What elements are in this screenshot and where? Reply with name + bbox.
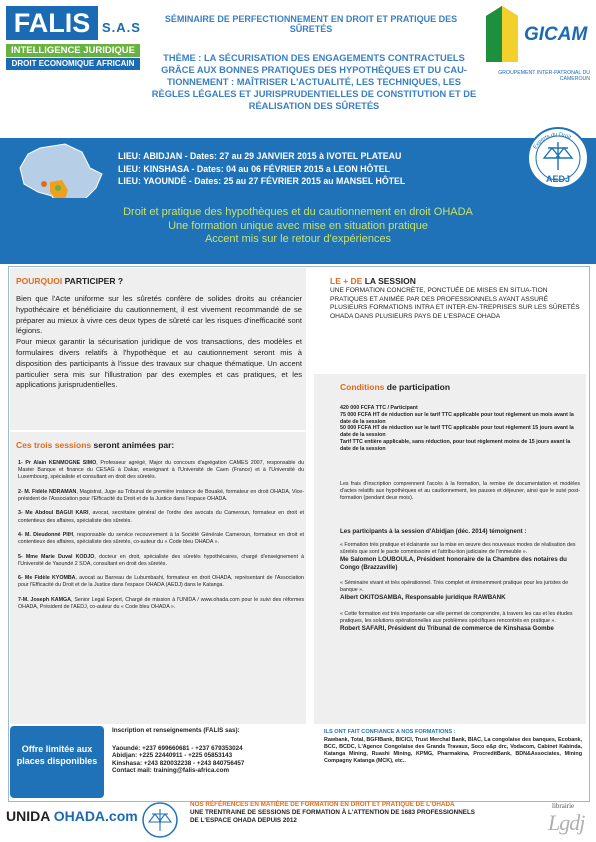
gicam-logo — [482, 4, 590, 84]
testimonial-quote: « Formation très pratique et éclairante sur la mise en œuvre des nouveaux modes de réalisation des sûretés que sont le pacte commissoire et l'attribu-tion judiciaire de l'immeuble ». — [340, 542, 576, 555]
speaker-item: 3- Me Abdoul BAGUI KARI, avocat, secrétaire général de l'ordre des avocats du Cameroun, formateur en droit et contentieux des affaires, spécialiste des sûretés. — [18, 510, 304, 524]
location-yaounde: LIEU: YAOUNDÉ - Dates: 25 au 27 FÉVRIER 2015 au MANSEL HÔTEL — [118, 176, 406, 186]
testimonial-item — [340, 580, 580, 602]
falis-logo — [6, 6, 140, 84]
offer-text: Offre limitée aux places disponibles — [16, 744, 98, 766]
testimonials-heading: Les participants à la session d'Abidjan (déc. 2014) témoignent : — [340, 528, 527, 535]
seminar-title: SÉMINAIRE DE PERFECTIONNEMENT EN DROIT ET PRATIQUE DES SÛRETÉS — [164, 14, 458, 34]
pourquoi-paragraph: Pour mieux garantir la sécurisation juridique de vos transactions, des modèles et formulaires divers relatifs à l'hypothèque et au cautionnement seront mis à disposition des participants à l'issue des travaux sur chaque thématique. Un accent particulier sera mis sur l'illustration par des exemples et cas pratiques, et les applications jurisprudentielles. — [16, 337, 302, 390]
aedj-seal-icon — [140, 800, 180, 840]
testimonial-quote: « Séminaire vivant et très opérationnel. Très complet et éminemment pratique pour les juristes de banque ». — [340, 580, 569, 594]
lgdj-logo-small: librairie — [552, 802, 575, 810]
pricing-item: Tarif TTC entière applicable, sans réduction, pour tout règlement moins de 15 jours avant la date de la session — [340, 438, 571, 452]
falis-logo-line1: INTELLIGENCE JURIDIQUE — [6, 44, 140, 57]
unida-ohada-logo[interactable]: UNIDA OHADA.com — [6, 808, 138, 824]
theme-line: TIONNEMENT : MAÎTRISER L'ACTUALITÉ, LES TECHNIQUES, LES — [166, 77, 462, 87]
gicam-logo-subtitle: GROUPEMENT INTER-PATRONAL DU CAMEROUN — [498, 70, 590, 82]
falis-logo-sas: S.A.S — [102, 20, 141, 35]
footer-line: DE L'ESPACE OHADA DEPUIS 2012 — [190, 817, 297, 824]
aedj-ring-text: Experts du Droit — [532, 131, 572, 151]
falis-logo-line2: DROIT ECONOMIQUE AFRICAIN — [6, 58, 140, 70]
testimonial-quote: « Cette formation est très importante car elle permet de comprendre, à travers les cas et les études pratiques, les solutions opérationnelles aux problèmes spécifiques rencontrés en pratique ». — [340, 611, 573, 624]
lgdj-logo-big: Lgdj — [548, 810, 585, 835]
contact-abidjan: Abidjan: +225 22440911 - +225 05853143 — [112, 752, 233, 760]
testimonial-author: Albert OKITOSAMBA, Responsable juridique RAWBANK — [340, 594, 506, 602]
conditions-note: Les frais d'inscription comprennent l'accès à la formation, la remise de documentation et modèles d'actes relatifs aux hypothèques et au cautionnement, les pauses et déjeuner, ainsi que le suivi post-formation (pendant deux mois). — [340, 481, 580, 501]
testimonial-item — [340, 542, 580, 571]
testimonials-list — [340, 542, 580, 642]
pricing-item: 75 000 FCFA HT de réduction sur le tarif TTC applicable pour tout règlement un mois avant la date de la session — [340, 411, 574, 425]
speaker-item: 2- M. Fidèle NDRAMAN, Magistrat, Juge au Tribunal de première instance de Bouaké, formateur en droit OHADA, Vice-président de l'Association pour l'Efficacité du Droit et de la Justice dans l'espace OHADA. — [18, 488, 304, 502]
testimonial-author: Me Salomon LOUBOULA, Président honoraire de la Chambre des notaires du Congo (Brazzaville) — [340, 555, 567, 571]
theme-box — [146, 52, 482, 134]
contact-lines — [112, 745, 302, 775]
contact-kinshasa: Kinshasa: +243 820032238 - +243 840756457 — [112, 759, 245, 767]
gicam-flag-icon — [482, 4, 522, 64]
trust-heading: ILS ONT FAIT CONFIANCE A NOS FORMATIONS : — [324, 729, 456, 735]
theme-line: RÉALISATION DES SÛRETÉS — [248, 101, 380, 111]
location-abidjan: LIEU: ABIDJAN - Dates: 27 au 29 JANVIER 2015 à IVOTEL PLATEAU — [118, 151, 402, 161]
contact-heading: Inscription et renseignements (FALIS sas): — [112, 727, 240, 734]
sessions-heading: Ces trois sessions seront animées par: — [16, 440, 175, 450]
gicam-logo-name: GICAM — [524, 24, 588, 45]
speaker-item: 5- Mme Marie Duval KODJO, docteur en droit, spécialiste des sûretés hypothécaires, chargé d'enseignement à l'Université de Yaoundé 2 SOA, consultant en droit des sûretés. — [18, 553, 304, 567]
locations-list — [118, 150, 405, 188]
location-kinshasa: LIEU: KINSHASA - Dates: 04 au 06 FÉVRIER 2015 a LEON HÔTEL — [118, 163, 390, 174]
pricing-item: 50 000 FCFA HT de réduction sur le tarif TTC applicable pour tout règlement 15 jours avant la date de la session — [340, 425, 574, 439]
trust-text: Rawbank, Total, BGFIBank, BICICI, Trust Merchal Bank, BIAC, La congolaise des banques, Ecobank, BCC, BCDC, L'Agence Congolaise des Grands Travaux, Soco e&p drc, Vodacom, Cabinet Kabinda, Katanga Mining, Ruashi Mining, KPMG, Pharmakina, ProcreditBank, BDN&Associates, Mining Compagny Katanga (MCK), etc.. — [324, 737, 582, 764]
leplus-heading: LE + DE LA SESSION — [330, 276, 416, 286]
falis-logo-name: FALIS — [6, 6, 98, 40]
speaker-item: 1- Pr Alain KENMOGNE SIMO, Professeur agrégé, Major du concours d'agrégation CAMES 2007, responsable du Master Banque et finance du CESAG à Dakar, enseignant à l'Université de Caen (France) et à l'Université du Luxembourg, spécialiste et consultant en droit des sûretés. — [18, 460, 304, 481]
pricing-list — [340, 405, 580, 453]
tagline-line: Droit et pratique des hypothèques et du cautionnement en droit OHADA — [123, 206, 473, 218]
contact-yaounde: Yaoundé: +237 699660681 - +237 679353024 — [112, 745, 243, 752]
footer-line: UNE TRENTRAINE DE SESSIONS DE FORMATION À L'ATTENTION DE 1683 PROFESSIONNELS — [190, 809, 476, 816]
tagline-line: Une formation unique avec mise en situation pratique — [168, 219, 428, 232]
theme-line: THÈME : LA SÉCURISATION DES ENGAGEMENTS CONTRACTUELS — [163, 53, 465, 63]
speaker-item: 7-M. Joseph KAMGA, Senior Legal Expert, Chargé de mission à l'UNIDA / www.ohada.com pour le suivi des réformes OHADA, Président de l'AEDJ, co-auteur du « Code bleu OHADA ». — [18, 596, 305, 610]
pourquoi-text — [16, 294, 302, 391]
testimonial-author: Robert SAFARI, Président du Tribunal de commerce de Kinshasa Gombe — [340, 624, 554, 632]
speaker-item: 4- M. Dieudonné PIIH, responsable du service recouvrement à la Société Générale Cameroun, formateur en droit et contentieux des affaires, spécialiste des sûretés, co-auteur du « Code bleu OHADA ». — [18, 531, 304, 546]
pourquoi-paragraph: Bien que l'Acte uniforme sur les sûretés confère de solides droits au créancier hypothécaire et bénéficiaire du cautionnement, il est vivement recommandé de se préparer au mieux à vivre ces deux types de sûreté car les risques d'inefficacité sont légions. — [16, 294, 302, 336]
conditions-heading: Conditions de participation — [340, 382, 451, 392]
theme-line: RÈGLES LÉGALES ET JURISPRUDENTIELLES DE CONSTITUTION ET DE — [151, 89, 477, 99]
pricing-item: 420 000 FCFA TTC / Participant — [340, 405, 418, 411]
tagline — [0, 206, 596, 247]
aedj-acronym: AEDJ — [545, 174, 571, 184]
footer-heading: NOS RÉFÉRENCES EN MATIÈRE DE FORMATION EN DROIT ET PRATIQUE DE L'OHADA — [190, 801, 455, 808]
contact-email[interactable]: Contact mail: training@falis-africa.com — [112, 767, 230, 775]
theme-line: GRÂCE AUX BONNES PRATIQUES DES HYPOTHÈQUES ET DU CAU- — [161, 65, 467, 75]
speakers-list — [18, 460, 304, 618]
pourquoi-heading: POURQUOI PARTICIPER ? — [16, 276, 124, 286]
aedj-badge — [518, 114, 592, 198]
speaker-item: 6- Me Fidèle KYOMBA, avocat au Barreau de Lubumbashi, formateur en droit OHADA, représentant de l'Association pour l'Efficacité du Droit et de la Justice dans l'espace OHADA (AEDJ) dans le Katanga. — [18, 575, 304, 589]
leplus-text: UNE FORMATION CONCRÈTE, PONCTUÉE DE MISES EN SITUA-TION PRATIQUES ET ANIMÉE PAR DES PROFESSIONNELS AYANT ASSURÉ PLUSIEURS FORMATIONS INTRA ET INTER-EN-TREPRISES SUR LES SÛRETÉS OHADA DANS PLUSIEURS PAYS DE L'ESPACE OHADA — [330, 287, 580, 320]
theme-text — [146, 52, 482, 112]
testimonial-item — [340, 611, 580, 633]
tagline-line: Accent mis sur le retour d'expériences — [204, 233, 392, 245]
